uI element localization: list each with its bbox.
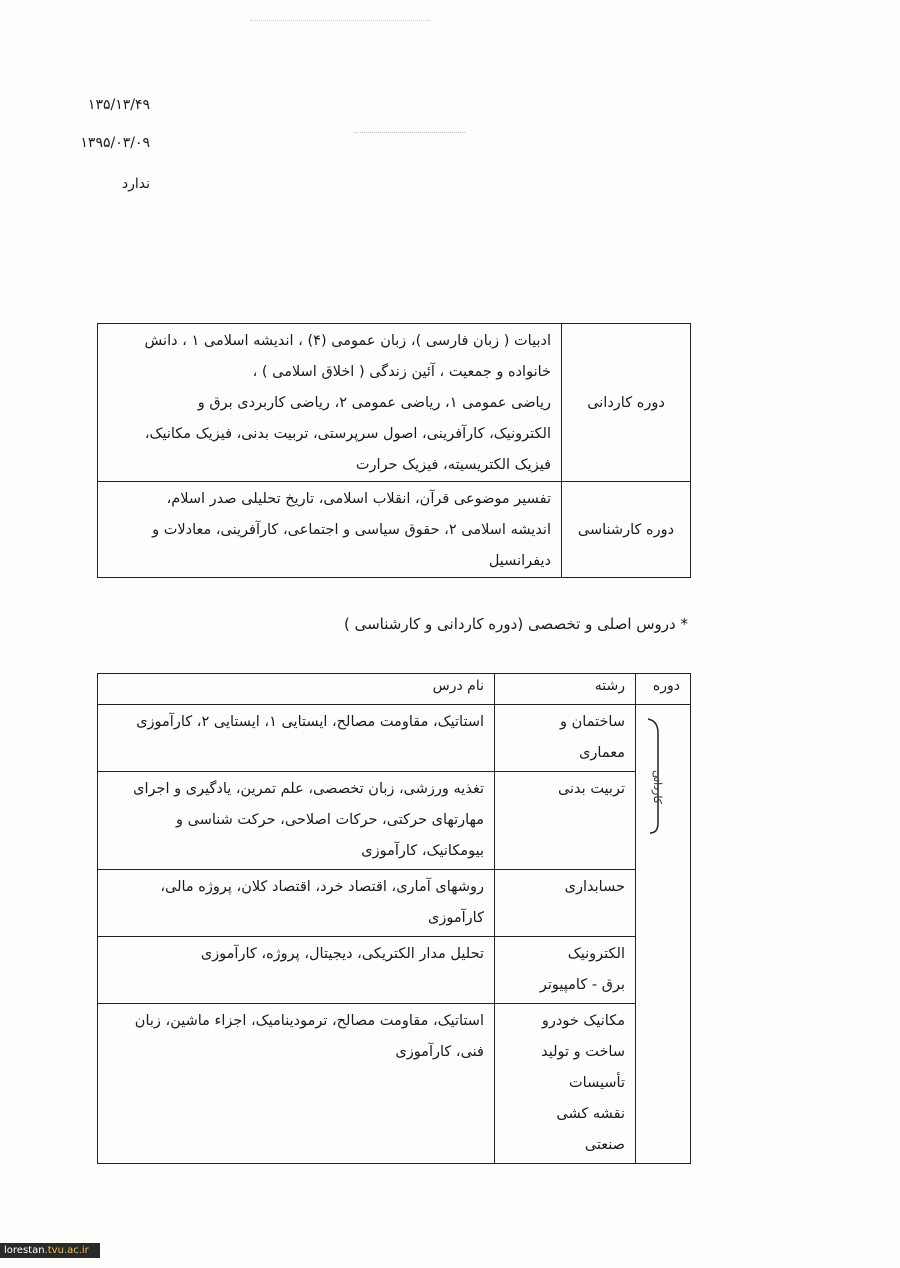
level-cell: دوره کارشناسی (562, 482, 691, 578)
field-line: برق - کامپیوتر (539, 977, 625, 993)
letter-attachment: ندارد (121, 176, 150, 192)
section-heading: * دروس اصلی و تخصصی (دوره کاردانی و کارشناسی ) (343, 615, 688, 633)
letter-date: ۱۳۹۵/۰۳/۰۹ (80, 135, 150, 151)
watermark-site: lorestan (4, 1245, 45, 1256)
table-row (98, 772, 691, 870)
course-cell (98, 1004, 495, 1164)
level-cell: دوره کاردانی (562, 324, 691, 482)
course-cell (98, 937, 495, 1004)
course-cell (98, 870, 495, 937)
field-cell (495, 1004, 636, 1164)
field-line: صنعتی (584, 1137, 625, 1153)
course-line: ریاضی عمومی ۱، ریاضی عمومی ۲، ریاضی کاربردی برق و (197, 395, 551, 411)
specialized-courses-table (97, 673, 691, 1164)
course-line: استاتیک، مقاومت مصالح، ایستایی ۱، ایستایی ۲، کارآموزی (136, 714, 484, 730)
course-line: کارآموزی (428, 910, 484, 926)
course-cell (98, 705, 495, 772)
table-row (98, 870, 691, 937)
faint-header-line-2 (355, 132, 465, 134)
period-label: کاردانی (651, 769, 664, 805)
course-line: تحلیل مدار الکتریکی، دیجیتال، پروژه، کارآموزی (200, 946, 484, 962)
course-line: فیزیک الکتریسیته، فیزیک حرارت (355, 457, 551, 473)
table-row (98, 482, 691, 578)
brace-mark (644, 715, 666, 835)
field-line: الکترونیک (567, 946, 625, 962)
course-line: بیومکانیک، کارآموزی (361, 843, 484, 859)
table-row (98, 1004, 691, 1164)
course-line: فنی، کارآموزی (395, 1044, 484, 1060)
course-cell (98, 772, 495, 870)
course-line: روشهای آماری، اقتصاد خرد، اقتصاد کلان، پروژه مالی، (160, 879, 484, 895)
field-line: مکانیک خودرو (541, 1013, 625, 1029)
field-line: ساختمان و (560, 714, 625, 730)
letter-number: ۱۳۵/۱۳/۴۹ (87, 97, 150, 113)
faint-header-line (250, 20, 430, 22)
header-course: نام درس (98, 674, 495, 705)
field-cell (495, 772, 636, 870)
courses-cell (98, 482, 562, 578)
course-line: مهارتهای حرکتی، حرکات اصلاحی، حرکت شناسی و (176, 812, 484, 828)
course-line: تفسیر موضوعی قرآن، انقلاب اسلامی، تاریخ تحلیلی صدر اسلام، (166, 491, 551, 507)
field-line: نقشه کشی (556, 1106, 625, 1122)
course-line: الکترونیک، کارآفرینی، اصول سرپرستی، تربیت بدنی، فیزیک مکانیک، (144, 426, 551, 442)
period-cell (636, 705, 691, 1164)
general-courses-table (97, 323, 691, 578)
table-row (98, 705, 691, 772)
header-row (98, 674, 691, 705)
watermark-domain: .tvu.ac.ir (44, 1245, 89, 1256)
course-line: ادبیات ( زبان فارسی )، زبان عمومی (۴) ، اندیشه اسلامی ۱ ، دانش (144, 333, 551, 349)
table-row (98, 324, 691, 482)
course-line: دیفرانسیل (488, 553, 551, 569)
header-field: رشته (495, 674, 636, 705)
header-period: دوره (636, 674, 691, 705)
course-line: تغذیه ورزشی، زبان تخصصی، علم تمرین، یادگیری و اجرای (133, 781, 484, 797)
field-line: تربیت بدنی (557, 781, 625, 797)
courses-cell (98, 324, 562, 482)
site-watermark (0, 1243, 100, 1258)
field-cell (495, 705, 636, 772)
field-line: حسابداری (564, 879, 625, 895)
field-cell (495, 937, 636, 1004)
table-row (98, 937, 691, 1004)
course-line: اندیشه اسلامی ۲، حقوق سیاسی و اجتماعی، کارآفرینی، معادلات و (152, 522, 551, 538)
field-cell (495, 870, 636, 937)
course-line: خانواده و جمعیت ، آئین زندگی ( اخلاق اسلامی ) ، (252, 364, 551, 380)
field-line: تأسیسات (569, 1075, 625, 1091)
course-line: استاتیک، مقاومت مصالح، ترمودینامیک، اجزاء ماشین، زبان (134, 1013, 484, 1029)
field-line: ساخت و تولید (541, 1044, 625, 1060)
field-line: معماری (579, 745, 625, 761)
